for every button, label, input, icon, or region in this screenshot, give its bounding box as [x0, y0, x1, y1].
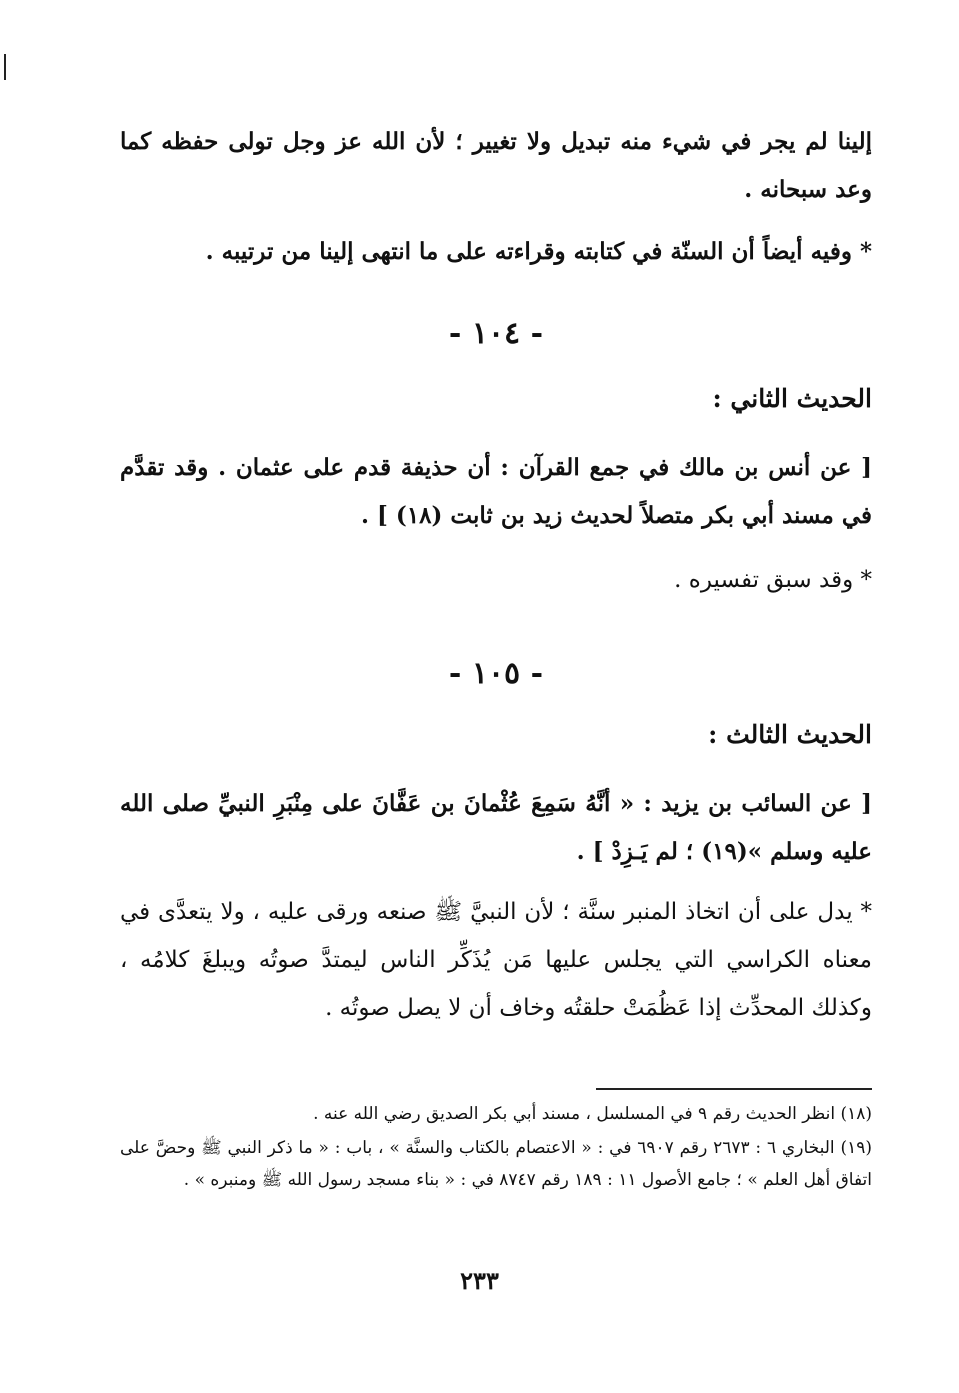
footnote-19: (١٩) البخاري ٦ : ٢٦٧٣ رقم ٦٩٠٧ في : « الاعتصام بالكتاب والسنَّة » ، باب : « ما ذكر النبي ﷺ وحضَّ على اتفاق أهل العلم » ؛ جامع الأصول ١١ : ١٨٩ رقم ٨٧٤٧ في : « بناء مسجد رسول الله ﷺ ومنبره » .	[120, 1138, 872, 1190]
section-number-105: - ١٠٥ -	[448, 656, 544, 691]
heading-hadith-2: الحديث الثاني :	[712, 384, 872, 413]
footnote-divider	[596, 1088, 872, 1090]
section-number-104: - ١٠٤ -	[448, 316, 544, 351]
paragraph-note-1: * وفيه أيضاً أن السنّة في كتابته وقراءته على ما انتهى إلينا من ترتيبه .	[205, 238, 872, 265]
paragraph-continuation: إلينا لم يجر في شيء منه تبديل ولا تغيير ؛ لأن الله عز وجل تولى حفظه كما وعد سبحانه .	[120, 128, 872, 203]
hadith-2-text: [ عن أنس بن مالك في جمع القرآن : أن حذيفة قدم على عثمان . وقد تقدَّم في مسند أبي بكر متصلاً لحديث زيد بن ثابت (١٨) ] .	[120, 454, 872, 529]
page-number: ٢٣٣	[460, 1266, 499, 1295]
margin-mark	[4, 54, 6, 80]
note-hadith-2: * وقد سبق تفسيره .	[674, 567, 872, 593]
heading-hadith-3: الحديث الثالث :	[708, 720, 872, 749]
paragraph-commentary: * يدل على أن اتخاذ المنبر سنَّة ؛ لأن النبيَّ ﷺ صنعه ورقى عليه ، ولا يتعدَّى في معناه الكراسي التي يجلس عليها مَن يُذَكِّر الناس ليمتدَّ صوتُه ويبلغَ كلامُه ، وكذلك المحدِّث إذا عَظُمَتْ حلقتُه وخاف أن لا يصل صوتُه .	[120, 899, 872, 1021]
footnote-18: (١٨) انظر الحديث رقم ٩ في المسلسل ، مسند أبي بكر الصديق رضي الله عنه .	[313, 1104, 872, 1124]
hadith-3-text: [ عن السائب بن يزيد : « أنَّهُ سَمِعَ عُثْمانَ بن عَفَّانَ على مِنْبَرِ النبيِّ صلى الله عليه وسلم »(١٩) ؛ لم يَـزِدْ ] .	[120, 790, 872, 865]
